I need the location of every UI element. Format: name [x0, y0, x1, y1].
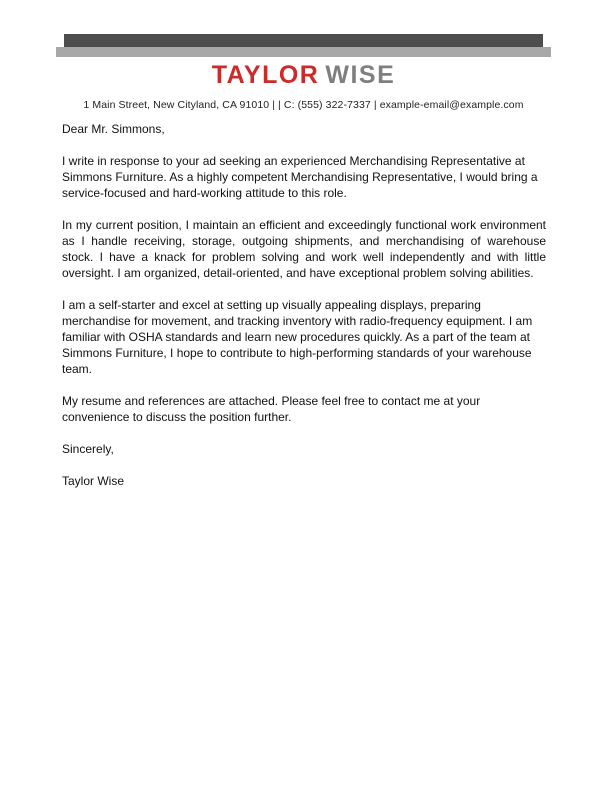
letter-body — [62, 121, 546, 505]
contact-line: 1 Main Street, New Cityland, CA 91010 | | C: (555) 322-7337 | example-email@example.com — [83, 98, 524, 111]
paragraph-2: In my current position, I maintain an efficient and exceedingly functional work environment as I handle receiving, storage, outgoing shipments, and merchandising of warehouse stock. I have a knack for problem solving and work well independently and with little oversight. I am organized, detail-oriented, and have exceptional problem solving abilities. — [62, 218, 546, 280]
paragraph-4: My resume and references are attached. Please feel free to contact me at your convenience to discuss the position further. — [62, 394, 481, 424]
applicant-first-name: TAYLOR — [211, 61, 320, 89]
closing: Sincerely, — [62, 442, 114, 456]
salutation: Dear Mr. Simmons, — [62, 122, 165, 136]
top-divider-dark-bar — [64, 34, 543, 47]
paragraph-3: I am a self-starter and excel at setting up visually appealing displays, preparing merchandise for movement, and tracking inventory with radio-frequency equipment. I am familiar with OSHA standards and learn new procedures quickly. As a part of the team at Simmons Furniture, I hope to contribute to high-performing standards of your warehouse team. — [62, 298, 533, 376]
paragraph-1: I write in response to your ad seeking an experienced Merchandising Representative at Simmons Furniture. As a highly competent Merchandising Representative, I would bring a service-focused and hard-working attitude to this role. — [62, 154, 538, 200]
closing-block — [62, 441, 546, 489]
applicant-name — [0, 62, 607, 90]
letter-header — [0, 62, 607, 111]
top-divider-light-bar — [56, 47, 551, 57]
applicant-last-name: WISE — [325, 61, 396, 89]
signature: Taylor Wise — [62, 474, 125, 488]
